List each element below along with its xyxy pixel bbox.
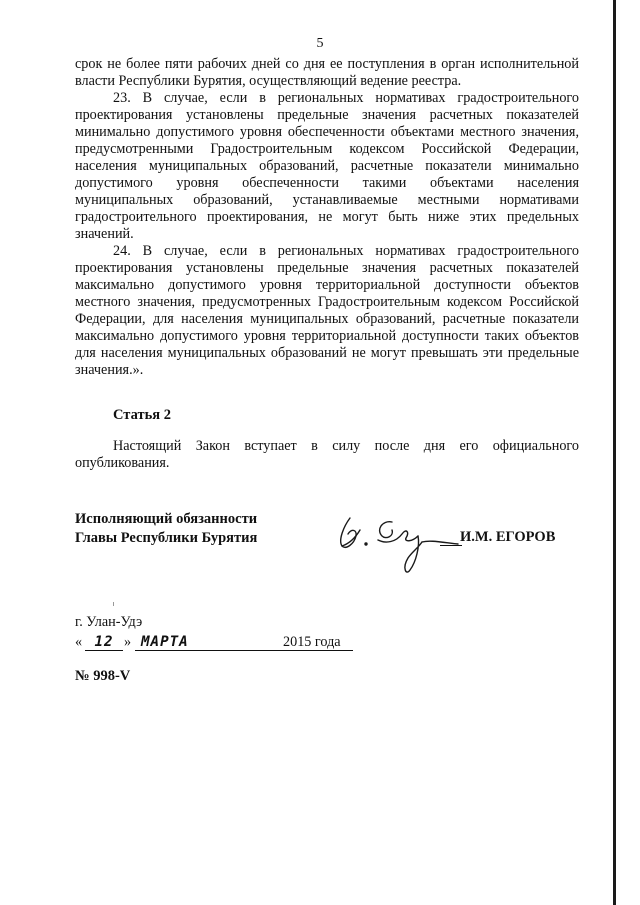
date-quote-open: « — [75, 634, 83, 650]
article-text: Настоящий Закон вступает в силу после дня его официального опубликования. — [75, 438, 579, 471]
signatory-name — [460, 529, 555, 546]
scan-speck — [113, 602, 114, 606]
paragraph-continuation: срок не более пяти рабочих дней со дня ее поступления в орган исполнительной власти Республики Бурятия, осуществляющий ведение реестра. — [75, 56, 579, 89]
signing-date — [75, 634, 375, 656]
paragraph-24: 24. В случае, если в региональных нормативах градостроительного проектирования установлены предельные значения расчетных показателей максимально допустимого уровня территориальной доступности объектов местного значения, предусмотренных Градостроительным кодексом Российской Федерации, для населения муниципальных образований, расчетные показатели максимально допустимого уровня территориальной доступности таких объектов для населения муниципальных образований не могут превышать эти предельные значения.». — [75, 243, 579, 378]
article-heading: Статья 2 — [113, 407, 171, 423]
paragraph-23: 23. В случае, если в региональных нормативах градостроительного проектирования установлены предельные значения расчетных показателей минимально допустимого уровня обеспеченности объектами местного значения, предусмотренными Градостроительным кодексом Российской Федерации, населения муниципальных образований, расчетные показатели минимально допустимого уровня обеспеченности такими объектами населения муниципальных образований, устанавливаемые местными нормативами градостроительного проектирования, не могут быть ниже этих предельных значений. — [75, 90, 579, 242]
document-number: № 998-V — [75, 668, 131, 684]
date-day: 12 — [85, 634, 123, 651]
signatory-title-line-2: Главы Республики Бурятия — [75, 530, 258, 546]
place-of-signing: г. Улан-Удэ — [75, 614, 143, 630]
date-month: МАРТА — [135, 634, 353, 651]
date-year: 2015 года — [283, 634, 341, 650]
scan-border — [613, 0, 616, 905]
signatory-title-line-1: Исполняющий обязанности — [75, 511, 258, 527]
page-number: 5 — [316, 36, 324, 51]
signatory-name-text: И.М. ЕГОРОВ — [460, 529, 556, 545]
signatory-title — [75, 510, 257, 548]
law-text — [75, 56, 579, 379]
signature-line — [440, 545, 462, 546]
date-quote-close: » — [124, 634, 132, 650]
handwritten-signature — [330, 500, 465, 580]
